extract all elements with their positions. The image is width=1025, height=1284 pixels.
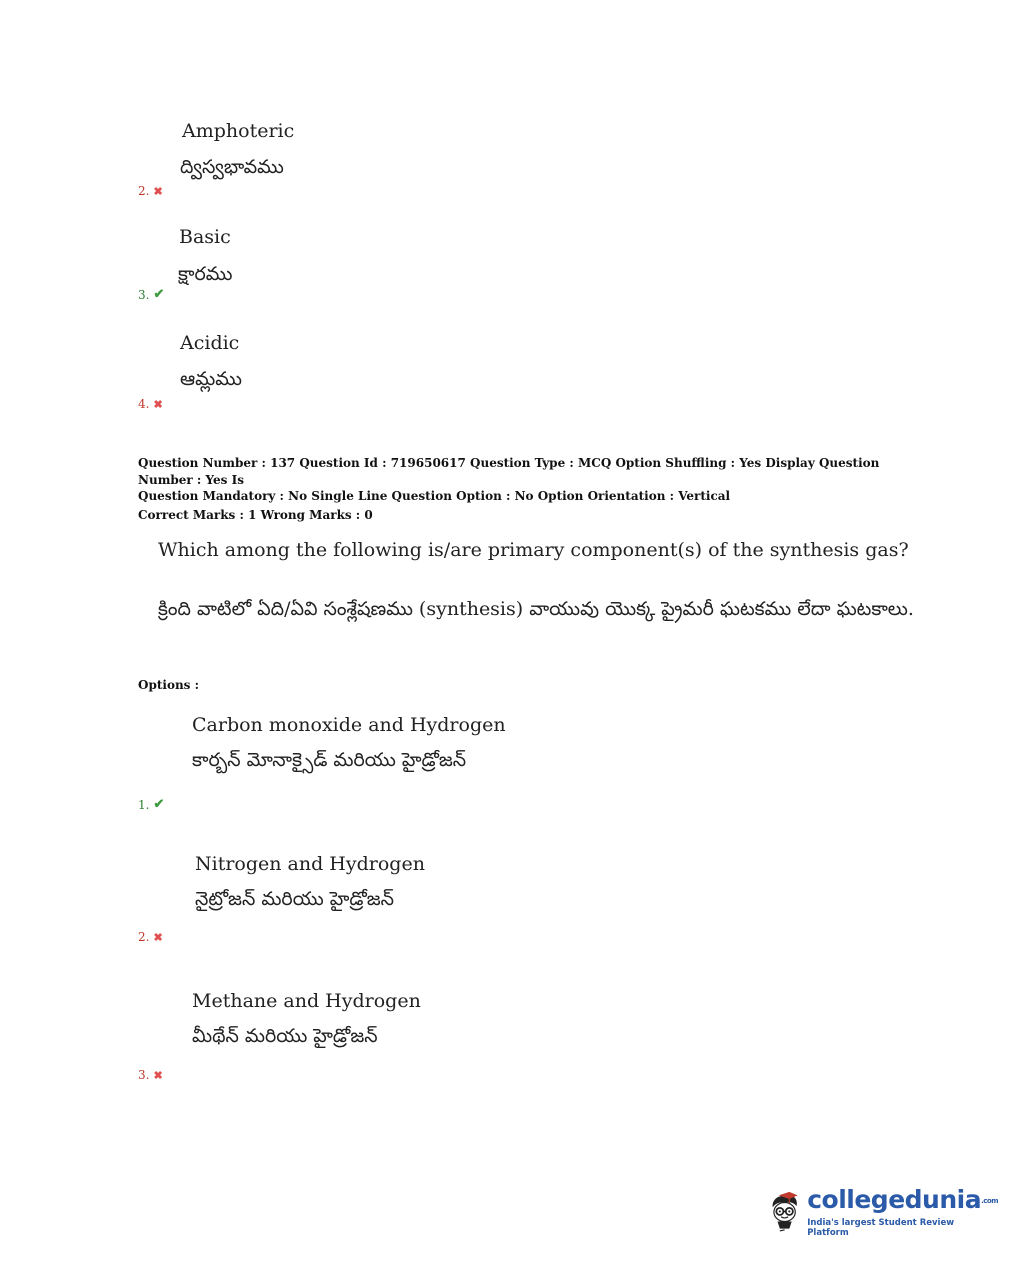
prev-option-2-english: Amphoteric: [182, 120, 295, 142]
prev-option-4-number: [138, 397, 163, 411]
option-number-label: 2.: [138, 184, 150, 198]
logo-name: [807, 1184, 998, 1214]
option-2-english: Nitrogen and Hydrogen: [195, 853, 425, 875]
option-number-label: 3.: [138, 287, 150, 302]
cross-mark-icon: ✖: [153, 930, 163, 944]
option-number-label: 3.: [138, 1068, 150, 1082]
logo-text: [807, 1184, 998, 1238]
cross-mark-icon: ✖: [153, 1068, 163, 1082]
option-number-label: 1.: [138, 797, 150, 812]
option-number-label: 4.: [138, 397, 150, 411]
question-text-english: Which among the following is/are primary component(s) of the synthesis gas?: [158, 539, 909, 561]
option-3-english: Methane and Hydrogen: [192, 990, 421, 1012]
question-text-telugu: క్రింది వాటిలో ఏది/ఏవి సంశ్లేషణము (synthesis) వాయువు యొక్క ప్రైమరీ ఘటకము లేదా ఘటకాలు.: [158, 598, 914, 620]
meta-line-1: Question Number : 137 Question Id : 719650617 Question Type : MCQ Option Shuffling : Yes Display Question Number : Yes Is: [138, 456, 880, 487]
meta-line-3: Correct Marks : 1 Wrong Marks : 0: [138, 507, 373, 522]
option-number-label: 2.: [138, 930, 150, 944]
option-1-number: [138, 797, 164, 812]
option-3-telugu: మీథేన్ మరియు హైడ్రోజన్: [192, 1025, 378, 1047]
question-metadata: [138, 455, 898, 523]
logo-tagline: India's largest Student Review Platform: [807, 1217, 955, 1238]
cross-mark-icon: ✖: [153, 184, 163, 198]
meta-line-2: Question Mandatory : No Single Line Question Option : No Option Orientation : Vertical: [138, 489, 731, 503]
prev-option-3-telugu: క్షారము: [178, 263, 233, 285]
prev-option-3-number: [138, 287, 164, 302]
option-2-telugu: నైట్రోజన్ మరియు హైడ్రోజన్: [195, 888, 395, 910]
prev-option-2-number: [138, 184, 163, 198]
student-mascot-icon: [768, 1178, 801, 1246]
option-2-number: [138, 930, 163, 944]
check-mark-icon: ✔: [153, 797, 165, 812]
check-mark-icon: ✔: [153, 287, 165, 302]
option-3-number: [138, 1068, 163, 1082]
logo-com-suffix: .com: [981, 1196, 998, 1205]
options-label: Options :: [138, 678, 200, 692]
prev-option-2-telugu: ద్విస్వభావము: [180, 156, 284, 178]
prev-option-4-english: Acidic: [180, 332, 240, 354]
cross-mark-icon: ✖: [153, 397, 163, 411]
prev-option-3-english: Basic: [179, 226, 231, 248]
collegedunia-logo: [768, 1178, 998, 1246]
option-1-english: Carbon monoxide and Hydrogen: [192, 714, 506, 736]
logo-brand-name: collegedunia: [807, 1184, 982, 1214]
option-1-telugu: కార్బన్ మోనాక్సైడ్ మరియు హైడ్రోజన్: [192, 749, 467, 771]
prev-option-4-telugu: ఆమ్లము: [180, 368, 242, 390]
